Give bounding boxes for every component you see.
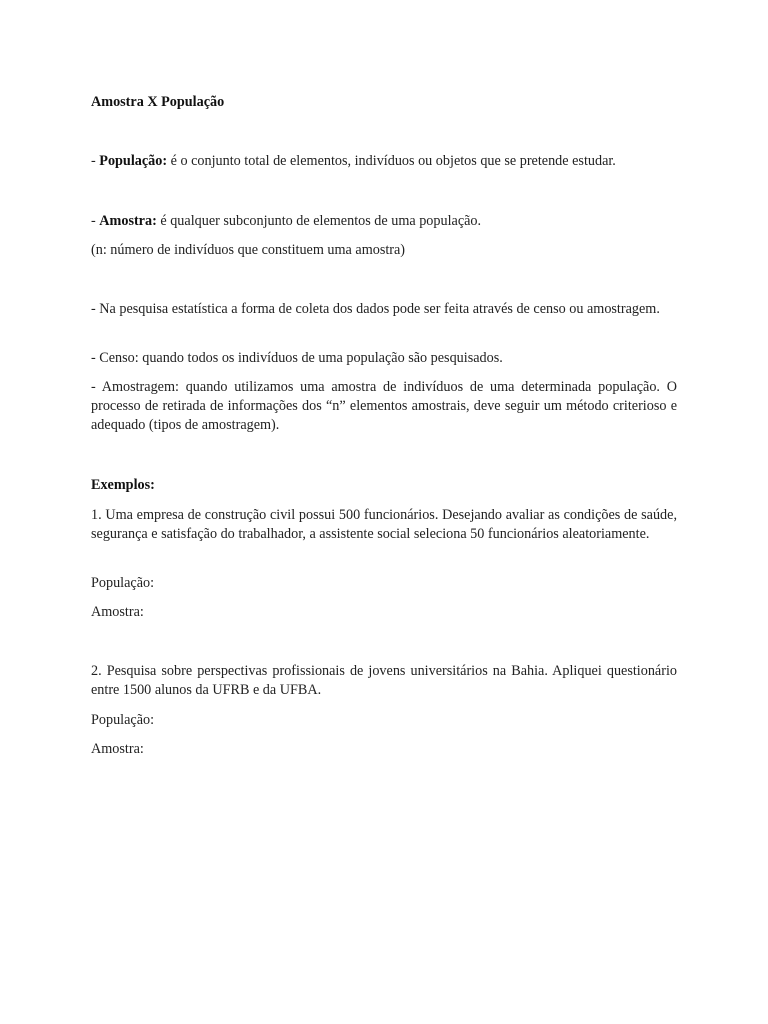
amostra-prefix: -	[91, 213, 100, 229]
example1-text: 1. Uma empresa de construção civil possui 500 funcionários. Desejando avaliar as condições de saúde, segurança e satisfação do trabalhador, a assistente social seleciona 50 funcionários aleatoriamente.	[91, 507, 677, 542]
title-text: Amostra X População	[91, 94, 225, 110]
amostra-term: Amostra:	[99, 213, 157, 229]
populacao-term: População:	[99, 153, 168, 169]
example1-amostra-label: Amostra:	[91, 604, 144, 620]
amostragem-paragraph: - Amostragem: quando utilizamos uma amostra de indivíduos de uma determinada população. O processo de retirada de informações dos “n” elementos amostrais, deve seguir um método criterioso e adequado (tipos de amostragem).	[91, 379, 677, 433]
coleta-paragraph: - Na pesquisa estatística a forma de coleta dos dados pode ser feita através de censo ou amostragem.	[91, 301, 660, 317]
examples-heading	[91, 476, 677, 495]
example1-populacao-label: População:	[91, 575, 155, 591]
document-title	[91, 93, 677, 112]
example2-text: 2. Pesquisa sobre perspectivas profissionais de jovens universitários na Bahia. Apliquei questionário entre 1500 alunos da UFRB e da UFBA.	[91, 663, 677, 698]
amostra-text: é qualquer subconjunto de elementos de uma população.	[156, 213, 482, 229]
amostra-definition	[91, 212, 677, 231]
populacao-prefix: -	[91, 153, 100, 169]
censo-paragraph: - Censo: quando todos os indivíduos de uma população são pesquisados.	[91, 350, 503, 366]
populacao-text: é o conjunto total de elementos, indivíduos ou objetos que se pretende estudar.	[167, 153, 616, 169]
example2-populacao-label: População:	[91, 712, 155, 728]
populacao-definition	[91, 152, 677, 171]
examples-heading-text: Exemplos:	[91, 477, 155, 493]
example2-amostra-label: Amostra:	[91, 741, 144, 757]
amostra-note: (n: número de indivíduos que constituem uma amostra)	[91, 242, 406, 258]
